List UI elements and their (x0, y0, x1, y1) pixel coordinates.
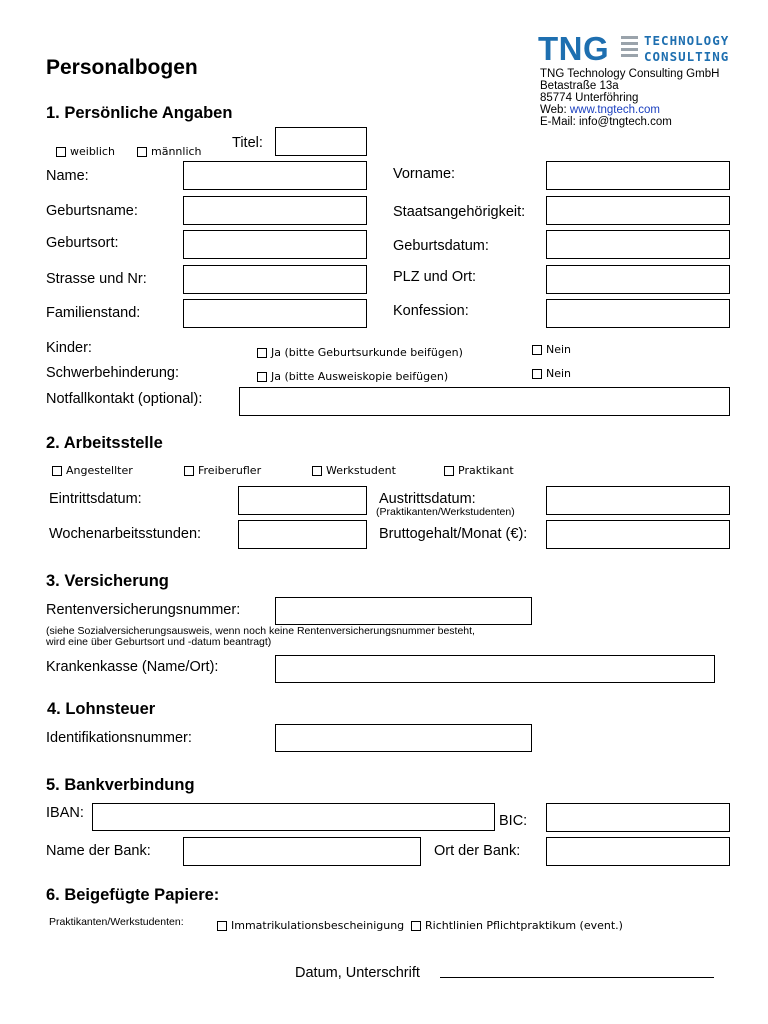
brutto-field[interactable] (546, 520, 730, 549)
titel-field[interactable] (275, 127, 367, 156)
logo-word-technology: TECHNOLOGY (644, 33, 730, 48)
familienstand-label: Familienstand: (46, 305, 141, 321)
checkbox-schwer-nein[interactable] (532, 367, 571, 380)
logo-word-consulting: CONSULTING (644, 49, 730, 64)
checkbox-kinder-ja[interactable] (257, 346, 463, 359)
checkbox-label: Nein (546, 367, 572, 380)
rvnr-field[interactable] (275, 597, 532, 625)
iban-field[interactable] (92, 803, 495, 831)
checkbox-label: Werkstudent (326, 464, 396, 477)
checkbox-square[interactable] (257, 348, 267, 358)
checkbox-label: Freiberufler (198, 464, 262, 477)
bankname-label: Name der Bank: (46, 843, 151, 859)
checkbox-label: Richtlinien Pflichtpraktikum (event.) (425, 919, 623, 932)
company-web-row (540, 104, 660, 116)
company-logo: TNG (538, 30, 610, 67)
geburtsname-field[interactable] (183, 196, 367, 225)
signature-line[interactable] (440, 977, 714, 978)
bankort-label: Ort der Bank: (434, 843, 521, 859)
section3-heading: 3. Versicherung (46, 572, 169, 590)
eintritt-label: Eintrittsdatum: (49, 491, 142, 507)
company-city: 85774 Unterföhring (540, 92, 639, 104)
austritt-note: (Praktikanten/Werkstudenten) (376, 506, 515, 518)
checkbox-square[interactable] (411, 921, 421, 931)
checkbox-maennlich[interactable] (137, 145, 202, 158)
checkbox-square[interactable] (184, 466, 194, 476)
checkbox-kinder-nein[interactable] (532, 343, 571, 356)
checkbox-freiberufler[interactable] (184, 464, 261, 477)
brutto-label: Bruttogehalt/Monat (€): (379, 526, 528, 542)
titel-label: Titel: (232, 135, 263, 151)
checkbox-square[interactable] (312, 466, 322, 476)
austritt-field[interactable] (546, 486, 730, 515)
checkbox-label: Ja (bitte Ausweiskopie beifügen) (271, 370, 449, 383)
company-street: Betastraße 13a (540, 80, 619, 92)
plz-ort-label: PLZ und Ort: (393, 269, 477, 285)
geburtsname-label: Geburtsname: (46, 203, 138, 219)
name-label: Name: (46, 168, 89, 184)
geburtsort-field[interactable] (183, 230, 367, 259)
wochenstunden-label: Wochenarbeitsstunden: (49, 526, 202, 542)
checkbox-richtlinien[interactable] (411, 919, 623, 932)
idnr-label: Identifikationsnummer: (46, 730, 192, 746)
company-name: TNG Technology Consulting GmbH (540, 68, 720, 80)
checkbox-label: Immatrikulationsbescheinigung (231, 919, 405, 932)
geburtsdatum-label: Geburtsdatum: (393, 238, 489, 254)
signature-label: Datum, Unterschrift (295, 965, 420, 981)
strasse-label: Strasse und Nr: (46, 271, 147, 287)
section6-heading: 6. Beigefügte Papiere: (46, 886, 220, 904)
checkbox-weiblich[interactable] (56, 145, 115, 158)
checkbox-square[interactable] (217, 921, 227, 931)
krankenkasse-field[interactable] (275, 655, 715, 683)
strasse-field[interactable] (183, 265, 367, 294)
company-web-label: Web: (540, 104, 567, 116)
vorname-label: Vorname: (393, 166, 456, 182)
konfession-label: Konfession: (393, 303, 469, 319)
checkbox-praktikant[interactable] (444, 464, 514, 477)
bic-field[interactable] (546, 803, 730, 832)
page-title: Personalbogen (46, 56, 198, 79)
rvnr-label: Rentenversicherungsnummer: (46, 602, 241, 618)
idnr-field[interactable] (275, 724, 532, 752)
eintritt-field[interactable] (238, 486, 367, 515)
schwerbehinderung-label: Schwerbehinderung: (46, 365, 180, 381)
checkbox-square[interactable] (56, 147, 66, 157)
notfall-label: Notfallkontakt (optional): (46, 391, 203, 407)
wochenstunden-field[interactable] (238, 520, 367, 549)
rvnr-note-line2: wird eine über Geburtsort und -datum beantragt) (46, 636, 272, 648)
checkbox-square[interactable] (52, 466, 62, 476)
section2-heading: 2. Arbeitsstelle (46, 434, 163, 452)
section5-heading: 5. Bankverbindung (46, 776, 195, 794)
austritt-label: Austrittsdatum: (379, 491, 476, 507)
checkbox-immatrikulation[interactable] (217, 919, 404, 932)
plz-ort-field[interactable] (546, 265, 730, 294)
company-web-link[interactable]: www.tngtech.com (569, 104, 660, 116)
kinder-label: Kinder: (46, 340, 92, 356)
checkbox-square[interactable] (532, 369, 542, 379)
checkbox-label: Nein (546, 343, 572, 356)
section4-heading: 4. Lohnsteuer (47, 700, 156, 718)
company-email: E-Mail: info@tngtech.com (540, 116, 672, 128)
checkbox-angestellter[interactable] (52, 464, 133, 477)
checkbox-label: Ja (bitte Geburtsurkunde beifügen) (271, 346, 463, 359)
checkbox-square[interactable] (532, 345, 542, 355)
geburtsdatum-field[interactable] (546, 230, 730, 259)
bankname-field[interactable] (183, 837, 421, 866)
krankenkasse-label: Krankenkasse (Name/Ort): (46, 659, 219, 675)
vorname-field[interactable] (546, 161, 730, 190)
geburtsort-label: Geburtsort: (46, 235, 119, 251)
checkbox-label: Angestellter (66, 464, 133, 477)
checkbox-werkstudent[interactable] (312, 464, 396, 477)
checkbox-label: männlich (151, 145, 202, 158)
checkbox-label: Praktikant (458, 464, 514, 477)
bic-label: BIC: (499, 813, 528, 829)
checkbox-square[interactable] (137, 147, 147, 157)
section1-heading: 1. Persönliche Angaben (46, 104, 233, 122)
staatsangehoerigkeit-label: Staatsangehörigkeit: (393, 204, 526, 220)
papiere-group-label: Praktikanten/Werkstudenten: (49, 916, 184, 928)
konfession-field[interactable] (546, 299, 730, 328)
bankort-field[interactable] (546, 837, 730, 866)
familienstand-field[interactable] (183, 299, 367, 328)
notfall-field[interactable] (239, 387, 730, 416)
staatsangehoerigkeit-field[interactable] (546, 196, 730, 225)
iban-label: IBAN: (46, 805, 84, 821)
checkbox-square[interactable] (444, 466, 454, 476)
checkbox-schwer-ja[interactable] (257, 370, 448, 383)
rvnr-note-line1: (siehe Sozialversicherungsausweis, wenn noch keine Rentenversicherungsnummer besteht, (46, 625, 475, 637)
logo-bars-icon (621, 36, 638, 63)
checkbox-square[interactable] (257, 372, 267, 382)
checkbox-label: weiblich (70, 145, 115, 158)
name-field[interactable] (183, 161, 367, 190)
